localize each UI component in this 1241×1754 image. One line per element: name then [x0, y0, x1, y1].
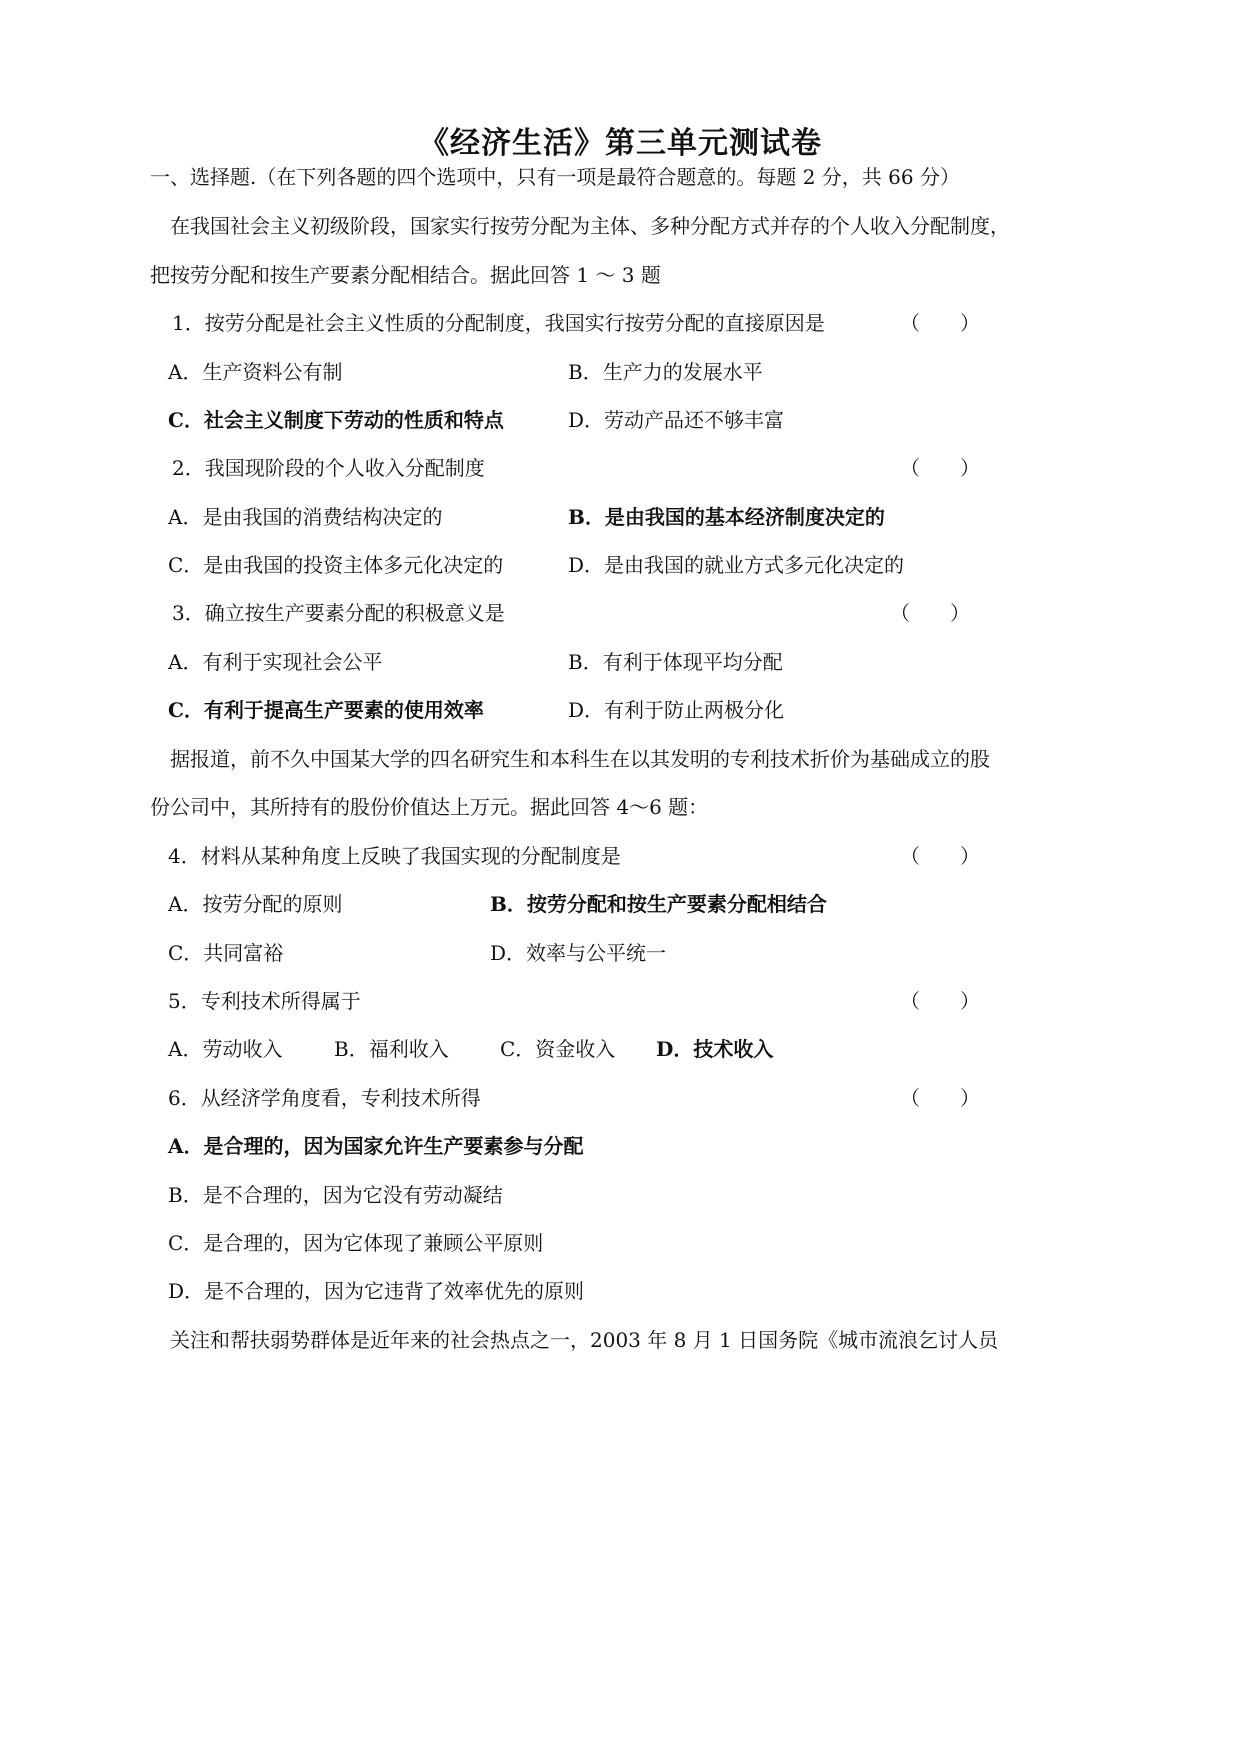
question-5-option-d: D．技术收入 [656, 1037, 774, 1061]
question-2-option-d: D．是由我国的就业方式多元化决定的 [568, 553, 905, 577]
question-4-option-a: A．按劳分配的原则 [168, 892, 343, 916]
question-3-option-d: D．有利于防止两极分化 [568, 698, 785, 722]
question-5-option-c: C．资金收入 [500, 1037, 616, 1061]
answer-bracket-2: （ ） [900, 456, 980, 480]
intro-paragraph-1-line-1: 在我国社会主义初级阶段，国家实行按劳分配为主体、多种分配方式并存的个人收入分配制度， [170, 214, 1010, 238]
question-4-option-d: D．效率与公平统一 [490, 941, 667, 965]
intro-paragraph-3: 关注和帮扶弱势群体是近年来的社会热点之一，2003 年 8 月 1 日国务院《城市流浪乞讨人员 [170, 1328, 999, 1352]
section-heading: 一、选择题.（在下列各题的四个选项中，只有一项是最符合题意的。每题 2 分，共 66 分） [150, 165, 960, 189]
question-6-option-c: C．是合理的，因为它体现了兼顾公平原则 [168, 1231, 544, 1255]
intro-paragraph-1-line-2: 把按劳分配和按生产要素分配相结合。据此回答 1 ～ 3 题 [150, 263, 661, 287]
question-1-option-a: A．生产资料公有制 [168, 360, 343, 384]
question-1-option-d: D．劳动产品还不够丰富 [568, 408, 785, 432]
answer-bracket-1: （ ） [900, 311, 980, 335]
answer-bracket-6: （ ） [900, 1086, 980, 1110]
question-4-option-c: C．共同富裕 [168, 941, 284, 965]
answer-bracket-5: （ ） [900, 989, 980, 1013]
question-4-option-b: B．按劳分配和按生产要素分配相结合 [490, 892, 827, 916]
question-5-option-a: A．劳动收入 [168, 1037, 283, 1061]
question-2-option-b: B．是由我国的基本经济制度决定的 [568, 505, 885, 529]
answer-bracket-3: （ ） [890, 601, 970, 625]
question-4-stem: 4．材料从某种角度上反映了我国实现的分配制度是 [168, 844, 621, 868]
question-6-stem: 6．从经济学角度看，专利技术所得 [168, 1086, 481, 1110]
question-6-option-d: D．是不合理的，因为它违背了效率优先的原则 [168, 1279, 585, 1303]
question-5-option-b: B．福利收入 [334, 1037, 449, 1061]
question-2-option-a: A．是由我国的消费结构决定的 [168, 505, 443, 529]
page-title: 《经济生活》第三单元测试卷 [419, 126, 822, 161]
question-1-option-c: C．社会主义制度下劳动的性质和特点 [168, 408, 504, 432]
question-3-option-c: C．有利于提高生产要素的使用效率 [168, 698, 484, 722]
question-6-option-a: A．是合理的，因为国家允许生产要素参与分配 [168, 1134, 584, 1158]
question-3-option-b: B．有利于体现平均分配 [568, 650, 783, 674]
question-1-stem: 1．按劳分配是社会主义性质的分配制度，我国实行按劳分配的直接原因是 [172, 311, 825, 335]
question-3-stem: 3．确立按生产要素分配的积极意义是 [172, 601, 505, 625]
question-3-option-a: A．有利于实现社会公平 [168, 650, 383, 674]
answer-bracket-4: （ ） [900, 844, 980, 868]
intro-paragraph-2-line-2: 份公司中，其所持有的股份价值达上万元。据此回答 4～6 题： [150, 795, 709, 819]
question-2-stem: 2．我国现阶段的个人收入分配制度 [172, 456, 485, 480]
question-6-option-b: B．是不合理的，因为它没有劳动凝结 [168, 1183, 503, 1207]
question-2-option-c: C．是由我国的投资主体多元化决定的 [168, 553, 504, 577]
question-5-stem: 5．专利技术所得属于 [168, 989, 361, 1013]
question-1-option-b: B．生产力的发展水平 [568, 360, 763, 384]
intro-paragraph-2-line-1: 据报道，前不久中国某大学的四名研究生和本科生在以其发明的专利技术折价为基础成立的股 [170, 747, 990, 771]
